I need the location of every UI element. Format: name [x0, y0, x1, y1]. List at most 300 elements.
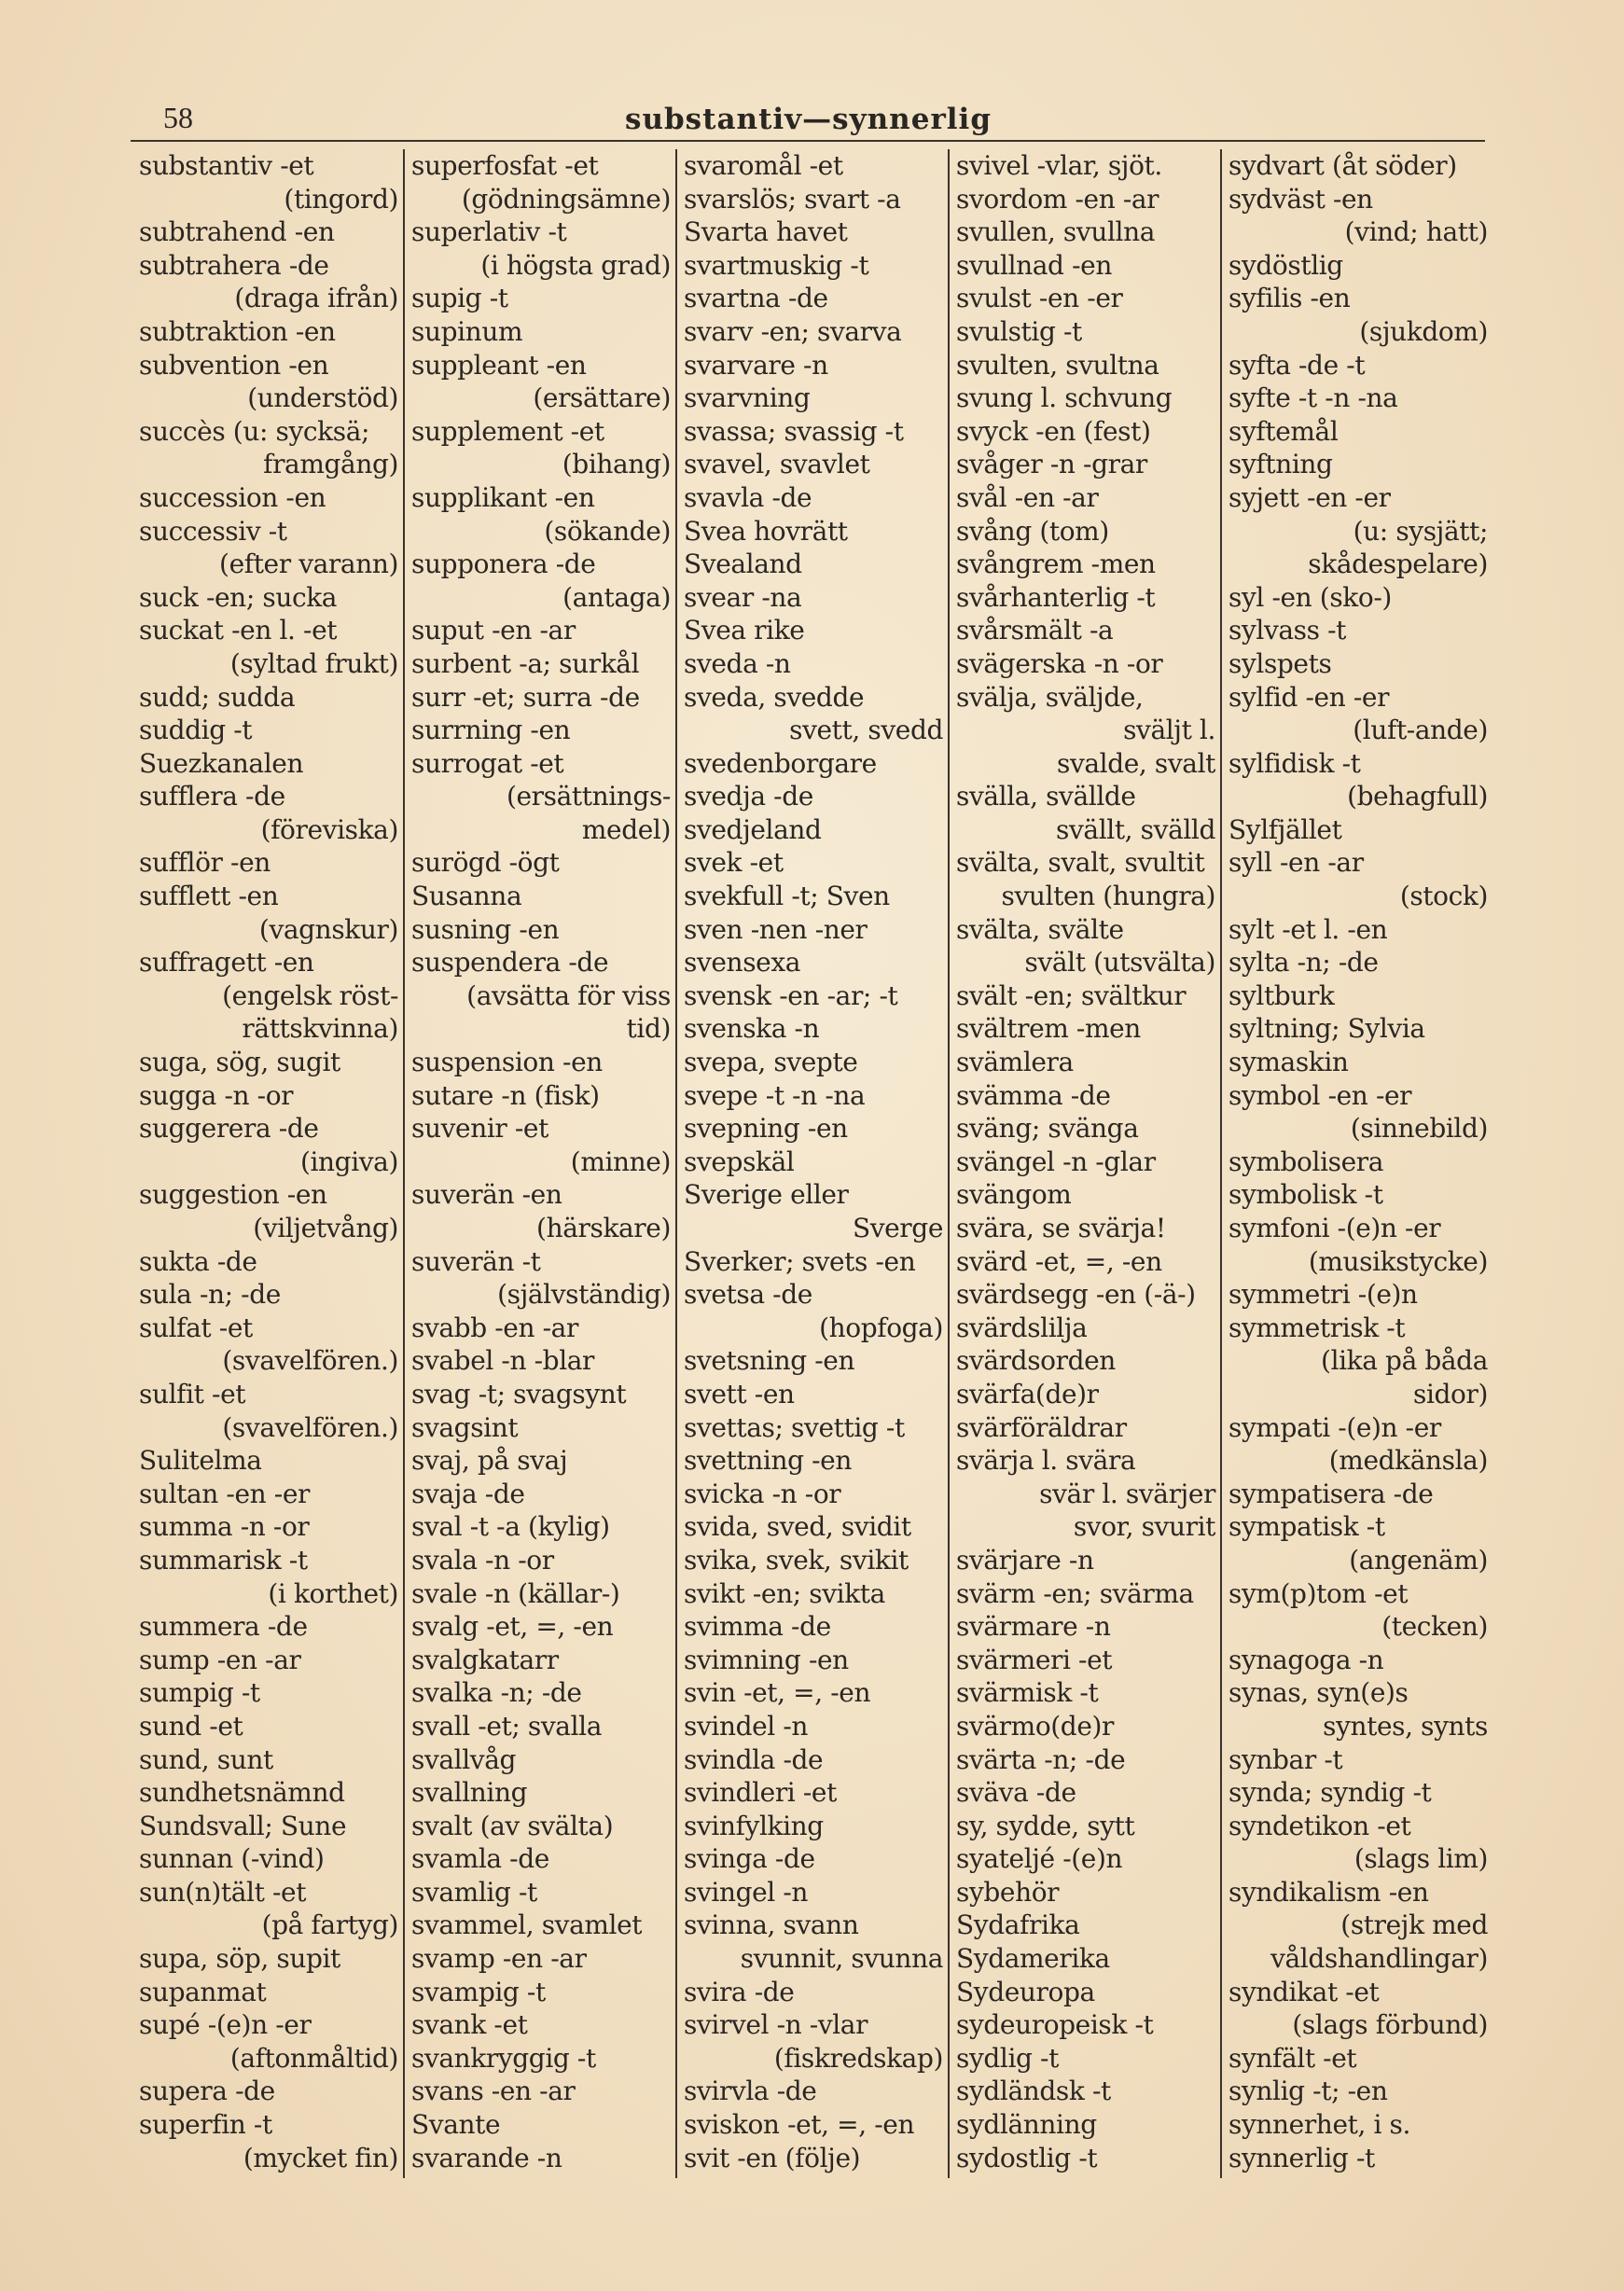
dictionary-entry-line: svämlera: [956, 1047, 1074, 1078]
dictionary-entry-line: svält (utsvälta): [1024, 947, 1215, 979]
dictionary-entry-line: svag -t; svagsynt: [411, 1378, 627, 1409]
dictionary-entry-line: suverän -t: [411, 1245, 541, 1277]
dictionary-entry-line: svavla -de: [684, 481, 812, 513]
dictionary-entry-line: (härskare): [536, 1213, 671, 1243]
dictionary-entry-line: svans -en -ar: [411, 2076, 576, 2107]
dictionary-entry-line: surbent -a; surkål: [411, 647, 640, 679]
dictionary-entry-line: svarande -n: [411, 2142, 562, 2173]
dictionary-entry-line: (slags lim): [1353, 1843, 1488, 1875]
dictionary-entry-line: svarslös; svart -a: [684, 183, 901, 215]
dictionary-entry-line: surrogat -et: [411, 747, 564, 779]
dictionary-entry-line: sundhetsnämnd: [139, 1777, 345, 1809]
dictionary-entry-line: synlig -t; -en: [1228, 2076, 1388, 2107]
dictionary-entry-line: svetsa -de: [684, 1279, 812, 1311]
dictionary-entry-line: sund, sunt: [139, 1743, 273, 1775]
dictionary-entry-line: rättskvinna): [242, 1013, 398, 1045]
column-5: [1223, 149, 1493, 2183]
dictionary-entry-line: sydväst -en: [1228, 183, 1373, 215]
dictionary-entry-line: framgång): [263, 449, 398, 480]
dictionary-entry-line: Susanna: [411, 881, 522, 912]
dictionary-entry-line: (mycket fin): [243, 2142, 398, 2173]
dictionary-entry-line: sven -nen -ner: [684, 913, 868, 945]
dictionary-entry-line: suput -en -ar: [411, 615, 576, 646]
dictionary-entry-line: svepe -t -n -na: [684, 1079, 866, 1111]
dictionary-entry-line: subtrahend -en: [139, 216, 335, 248]
dictionary-entry-line: Suezkanalen: [139, 747, 304, 779]
dictionary-entry-line: (ersättare): [533, 382, 671, 414]
dictionary-entry-line: svullnad -en: [956, 249, 1112, 281]
dictionary-entry-line: (fiskredskap): [773, 2042, 943, 2074]
dictionary-entry-line: svälja, sväljde,: [956, 681, 1144, 713]
dictionary-entry-line: Sylfjället: [1228, 813, 1342, 845]
dictionary-entry-line: sidor): [1412, 1378, 1488, 1409]
dictionary-entry-line: svämma -de: [956, 1079, 1111, 1111]
dictionary-entry-line: svärmo(de)r: [956, 1710, 1115, 1742]
dictionary-entry-line: svåger -n -grar: [956, 449, 1147, 480]
dictionary-entry-line: suspendera -de: [411, 947, 609, 979]
dictionary-entry-line: svetsning -en: [684, 1345, 855, 1377]
dictionary-entry-line: sybehör: [956, 1876, 1060, 1908]
dictionary-entry-line: sumpig -t: [139, 1677, 260, 1709]
dictionary-entry-line: (i högsta grad): [480, 249, 671, 281]
dictionary-entry-line: svinna, svann: [684, 1909, 859, 1941]
dictionary-entry-line: Sundsvall; Sune: [139, 1810, 347, 1841]
page-number: 58: [163, 101, 193, 134]
dictionary-entry-line: svägerska -n -or: [956, 647, 1163, 679]
dictionary-entry-line: svensk -en -ar; -t: [684, 979, 898, 1011]
dictionary-entry-line: svinfylking: [684, 1810, 824, 1841]
dictionary-entry-line: sunnan (-vind): [139, 1843, 325, 1875]
dictionary-entry-line: svål -en -ar: [956, 481, 1099, 513]
dictionary-entry-line: sudd; sudda: [139, 681, 296, 713]
dictionary-entry-line: suga, sög, sugit: [139, 1047, 340, 1078]
dictionary-entry-line: svett, svedd: [789, 715, 943, 746]
dictionary-entry-line: svalgkatarr: [411, 1644, 559, 1675]
dictionary-entry-line: sulfit -et: [139, 1378, 246, 1409]
dictionary-entry-line: sveda, svedde: [684, 681, 865, 713]
dictionary-entry-line: svindleri -et: [684, 1777, 837, 1809]
dictionary-entry-line: svärja l. svära: [956, 1445, 1136, 1477]
dictionary-entry-line: (strejk med: [1340, 1909, 1488, 1941]
dictionary-entry-line: svekfull -t; Sven: [684, 881, 890, 912]
dictionary-entry-line: svälla, svällde: [956, 781, 1136, 812]
dictionary-entry-line: syjett -en -er: [1228, 481, 1391, 513]
dictionary-entry-line: synnerhet, i s.: [1228, 2109, 1410, 2141]
dictionary-entry-line: svälta, svalt, svultit: [956, 847, 1205, 879]
dictionary-entry-line: svång (tom): [956, 515, 1109, 547]
dictionary-entry-line: svall -et; svalla: [411, 1710, 602, 1742]
dictionary-entry-line: Sydamerika: [956, 1943, 1110, 1975]
dictionary-entry-line: svida, sved, svidit: [684, 1511, 911, 1543]
dictionary-entry-line: svartmuskig -t: [684, 249, 869, 281]
dictionary-entry-line: (efter varann): [219, 548, 398, 580]
dictionary-entry-line: svedenborgare: [684, 747, 877, 779]
dictionary-entry-line: sympati -(e)n -er: [1228, 1411, 1441, 1443]
dictionary-entry-line: svärföräldrar: [956, 1411, 1127, 1443]
dictionary-entry-line: svalka -n; -de: [411, 1677, 582, 1709]
dictionary-entry-line: svank -et: [411, 2009, 528, 2041]
dictionary-entry-line: (engelsk röst-: [222, 979, 398, 1011]
dictionary-entry-line: synagoga -n: [1228, 1644, 1384, 1675]
dictionary-entry-line: svimning -en: [684, 1644, 849, 1675]
dictionary-entry-line: sufflera -de: [139, 781, 285, 812]
dictionary-entry-line: Svea rike: [684, 615, 805, 646]
dictionary-entry-line: syltburk: [1228, 979, 1335, 1011]
dictionary-entry-line: Sverker; svets -en: [684, 1245, 916, 1277]
page-header: [140, 101, 1483, 138]
dictionary-entry-line: suspension -en: [411, 1047, 603, 1078]
dictionary-entry-line: svångrem -men: [956, 548, 1156, 580]
dictionary-entry-line: svettning -en: [684, 1445, 852, 1477]
dictionary-entry-line: svika, svek, svikit: [684, 1544, 909, 1576]
column-1: [133, 149, 404, 2183]
dictionary-entry-line: svepskäl: [684, 1146, 795, 1177]
dictionary-entry-line: svängom: [956, 1179, 1072, 1211]
dictionary-entry-line: sydvart (åt söder): [1228, 150, 1457, 181]
dictionary-entry-line: surrning -en: [411, 715, 571, 746]
dictionary-entry-line: sviskon -et, =, -en: [684, 2109, 915, 2141]
dictionary-entry-line: syl -en (sko-): [1228, 581, 1392, 613]
dictionary-entry-line: subvention -en: [139, 349, 329, 381]
dictionary-entry-line: svettas; svettig -t: [684, 1411, 905, 1443]
dictionary-entry-line: svett -en: [684, 1378, 795, 1409]
dictionary-entry-line: sylta -n; -de: [1228, 947, 1379, 979]
dictionary-entry-line: svällt, svälld: [1056, 813, 1215, 845]
dictionary-entry-line: synfält -et: [1228, 2042, 1357, 2074]
dictionary-entry-line: supig -t: [411, 283, 508, 314]
dictionary-entry-line: syndetikon -et: [1228, 1810, 1411, 1841]
dictionary-entry-line: (minne): [570, 1146, 671, 1177]
dictionary-entry-line: svirvla -de: [684, 2076, 817, 2107]
dictionary-entry-line: (u: sysjätt;: [1353, 515, 1488, 547]
dictionary-entry-line: svält -en; svältkur: [956, 979, 1187, 1011]
dictionary-entry-line: (understöd): [247, 382, 398, 414]
dictionary-entry-line: svalde, svalt: [1056, 747, 1215, 779]
dictionary-entry-line: syndikat -et: [1228, 1976, 1380, 2007]
dictionary-entry-line: svallvåg: [411, 1743, 517, 1775]
dictionary-entry-line: (tingord): [284, 183, 398, 215]
dictionary-entry-line: (medkänsla): [1328, 1445, 1488, 1477]
dictionary-entry-line: svira -de: [684, 1976, 795, 2007]
dictionary-entry-line: Svea hovrätt: [684, 515, 848, 547]
dictionary-entry-line: symbol -en -er: [1228, 1079, 1412, 1111]
dictionary-entry-line: sultan -en -er: [139, 1478, 311, 1509]
dictionary-entry-line: (syltad frukt): [229, 647, 398, 679]
dictionary-entry-line: svärm -en; svärma: [956, 1577, 1194, 1609]
dictionary-entry-line: tid): [626, 1013, 671, 1045]
dictionary-entry-line: syndikalism -en: [1228, 1876, 1429, 1908]
dictionary-entry-line: successiv -t: [139, 515, 287, 547]
dictionary-entry-line: svårhanterlig -t: [956, 581, 1156, 613]
dictionary-entry-line: svin -et, =, -en: [684, 1677, 871, 1709]
dictionary-entry-line: svingel -n: [684, 1876, 809, 1908]
dictionary-entry-line: suckat -en l. -et: [139, 615, 338, 646]
dictionary-entry-line: svimma -de: [684, 1611, 831, 1643]
dictionary-entry-line: sylvass -t: [1228, 615, 1347, 646]
dictionary-entry-line: surögd -ögt: [411, 847, 560, 879]
dictionary-entry-line: syftning: [1228, 449, 1333, 480]
dictionary-entry-line: (lika på båda: [1321, 1345, 1488, 1377]
dictionary-entry-line: sydeuropeisk -t: [956, 2009, 1154, 2041]
dictionary-entry-line: svagsint: [411, 1411, 519, 1443]
dictionary-entry-line: svärdslilja: [956, 1312, 1088, 1343]
dictionary-entry-line: (självständig): [497, 1279, 671, 1311]
dictionary-entry-line: svavel, svavlet: [684, 449, 870, 480]
dictionary-entry-line: svepa, svepte: [684, 1047, 858, 1078]
dictionary-entry-line: sump -en -ar: [139, 1644, 301, 1675]
dictionary-entry-line: svarvare -n: [684, 349, 828, 381]
dictionary-entry-line: svassa; svassig -t: [684, 415, 904, 447]
dictionary-entry-line: sulfat -et: [139, 1312, 253, 1343]
dictionary-entry-line: (på fartyg): [261, 1909, 398, 1941]
dictionary-entry-line: svaj, på svaj: [411, 1445, 568, 1477]
dictionary-entry-line: svärmare -n: [956, 1611, 1111, 1643]
dictionary-entry-line: sväljt l.: [1123, 715, 1215, 746]
column-2: [406, 149, 676, 2183]
dictionary-entry-line: svensexa: [684, 947, 801, 979]
dictionary-entry-line: (stock): [1399, 881, 1488, 912]
dictionary-entry-line: Svante: [411, 2109, 501, 2141]
dictionary-entry-line: succès (u: sycksä;: [139, 415, 370, 447]
dictionary-entry-line: suverän -en: [411, 1179, 562, 1211]
dictionary-entry-line: våldshandlingar): [1270, 1943, 1488, 1975]
dictionary-entry-line: sy, sydde, sytt: [956, 1810, 1135, 1841]
dictionary-entry-line: (hopfoga): [819, 1312, 943, 1343]
dictionary-entry-line: svamlig -t: [411, 1876, 537, 1908]
dictionary-entry-line: Sydafrika: [956, 1909, 1080, 1941]
dictionary-entry-line: (sinnebild): [1350, 1113, 1488, 1145]
dictionary-entry-line: svedja -de: [684, 781, 813, 812]
dictionary-entry-line: suppleant -en: [411, 349, 587, 381]
dictionary-entry-line: symaskin: [1228, 1047, 1349, 1078]
dictionary-entry-line: svallning: [411, 1777, 528, 1809]
dictionary-entry-line: syltning; Sylvia: [1228, 1013, 1425, 1045]
dictionary-entry-line: svepning -en: [684, 1113, 848, 1145]
dictionary-entry-line: sylspets: [1228, 647, 1332, 679]
dictionary-entry-line: svivel -vlar, sjöt.: [956, 150, 1162, 181]
dictionary-entry-line: (musikstycke): [1308, 1245, 1488, 1277]
dictionary-entry-line: summarisk -t: [139, 1544, 308, 1576]
dictionary-entry-line: svära, se svärja!: [956, 1213, 1166, 1243]
dictionary-entry-line: Sverige eller: [684, 1179, 849, 1211]
dictionary-entry-line: supplement -et: [411, 415, 604, 447]
dictionary-entry-line: (aftonmåltid): [229, 2042, 398, 2074]
dictionary-entry-line: svårsmält -a: [956, 615, 1114, 646]
dictionary-entry-line: (svavelfören.): [222, 1345, 398, 1377]
dictionary-entry-line: suvenir -et: [411, 1113, 548, 1145]
dictionary-entry-line: Svarta havet: [684, 216, 848, 248]
dictionary-entry-line: syntes, synts: [1323, 1710, 1488, 1742]
dictionary-entry-line: svalt (av svälta): [411, 1810, 614, 1841]
dictionary-entry-line: suddig -t: [139, 715, 253, 746]
dictionary-entry-line: symbolisk -t: [1228, 1179, 1383, 1211]
dictionary-entry-line: susning -en: [411, 913, 560, 945]
dictionary-entry-line: syateljé -(e)n: [956, 1843, 1123, 1875]
dictionary-entry-line: svirvel -n -vlar: [684, 2009, 868, 2041]
dictionary-entry-line: sula -n; -de: [139, 1279, 281, 1311]
dictionary-entry-line: (slags förbund): [1292, 2009, 1488, 2041]
dictionary-entry-line: superfosfat -et: [411, 150, 599, 181]
header-rule: [131, 140, 1485, 142]
dictionary-entry-line: Sverge: [852, 1213, 943, 1243]
dictionary-columns: [133, 149, 1488, 2183]
dictionary-entry-line: svunnit, svunna: [740, 1943, 943, 1975]
dictionary-entry-line: synas, syn(e)s: [1228, 1677, 1409, 1709]
dictionary-entry-line: suggestion -en: [139, 1179, 327, 1211]
dictionary-entry-line: suggerera -de: [139, 1113, 319, 1145]
dictionary-entry-line: svindla -de: [684, 1743, 824, 1775]
dictionary-entry-line: sydostlig -t: [956, 2142, 1098, 2173]
dictionary-entry-line: supplikant -en: [411, 481, 595, 513]
dictionary-entry-line: sveda -n: [684, 647, 791, 679]
column-3: [678, 149, 949, 2183]
dictionary-entry-line: sväng; svänga: [956, 1113, 1139, 1145]
dictionary-entry-line: svung l. schvung: [956, 382, 1173, 414]
dictionary-entry-line: sval -t -a (kylig): [411, 1511, 610, 1543]
dictionary-entry-line: svarvning: [684, 382, 811, 414]
dictionary-entry-line: Sydeuropa: [956, 1976, 1095, 2007]
dictionary-entry-line: svear -na: [684, 581, 802, 613]
dictionary-entry-line: (föreviska): [260, 813, 398, 845]
dictionary-entry-line: sylfidisk -t: [1228, 747, 1361, 779]
dictionary-entry-line: sydlänning: [956, 2109, 1097, 2141]
dictionary-entry-line: (sjukdom): [1359, 315, 1488, 347]
dictionary-entry-line: supinum: [411, 315, 523, 347]
dictionary-entry-line: svärjare -n: [956, 1544, 1094, 1576]
dictionary-entry-line: sufflör -en: [139, 847, 271, 879]
column-divider: [675, 149, 677, 2178]
dictionary-entry-line: surr -et; surra -de: [411, 681, 640, 713]
dictionary-entry-line: sympatisera -de: [1228, 1478, 1434, 1509]
dictionary-entry-line: svicka -n -or: [684, 1478, 841, 1509]
dictionary-entry-line: svärmeri -et: [956, 1644, 1113, 1675]
dictionary-entry-line: succession -en: [139, 481, 326, 513]
dictionary-entry-line: svaromål -et: [684, 150, 843, 181]
column-4: [951, 149, 1221, 2183]
dictionary-entry-line: sutare -n (fisk): [411, 1079, 600, 1111]
dictionary-entry-line: svor, svurit: [1073, 1511, 1215, 1543]
dictionary-entry-line: svärdsegg -en (-ä-): [956, 1279, 1196, 1311]
dictionary-entry-line: summa -n -or: [139, 1511, 310, 1543]
dictionary-entry-line: synda; syndig -t: [1228, 1777, 1432, 1809]
column-divider: [403, 149, 405, 2178]
dictionary-entry-line: svabel -n -blar: [411, 1345, 595, 1377]
dictionary-entry-line: medel): [581, 813, 671, 845]
dictionary-entry-line: sukta -de: [139, 1245, 257, 1277]
dictionary-entry-line: svärdsorden: [956, 1345, 1116, 1377]
dictionary-entry-line: sylfid -en -er: [1228, 681, 1390, 713]
dictionary-entry-line: symbolisera: [1228, 1146, 1384, 1177]
dictionary-entry-line: sun(n)tält -et: [139, 1876, 307, 1908]
dictionary-entry-line: (vagnskur): [258, 913, 398, 945]
dictionary-entry-line: svenska -n: [684, 1013, 820, 1045]
dictionary-entry-line: svälta, svälte: [956, 913, 1124, 945]
dictionary-entry-line: (ingiva): [299, 1146, 398, 1177]
running-head: substantiv—synnerlig: [625, 103, 992, 136]
dictionary-entry-line: svältrem -men: [956, 1013, 1141, 1045]
dictionary-entry-line: (angenäm): [1349, 1544, 1488, 1576]
dictionary-entry-line: svindel -n: [684, 1710, 809, 1742]
dictionary-entry-line: svärd -et, =, -en: [956, 1245, 1162, 1277]
dictionary-entry-line: svikt -en; svikta: [684, 1577, 885, 1609]
dictionary-entry-line: svamp -en -ar: [411, 1943, 587, 1975]
dictionary-entry-line: (avsätta för viss: [466, 979, 671, 1011]
dictionary-entry-line: svartna -de: [684, 283, 828, 314]
dictionary-entry-line: svalg -et, =, -en: [411, 1611, 614, 1643]
dictionary-entry-line: supa, söp, supit: [139, 1943, 340, 1975]
dictionary-entry-line: syfilis -en: [1228, 283, 1351, 314]
dictionary-entry-line: svala -n -or: [411, 1544, 554, 1576]
dictionary-entry-line: (ersättnings-: [506, 781, 671, 812]
dictionary-entry-line: svabb -en -ar: [411, 1312, 578, 1343]
dictionary-entry-line: sylt -et l. -en: [1228, 913, 1388, 945]
dictionary-entry-line: Sulitelma: [139, 1445, 262, 1477]
dictionary-entry-line: (antaga): [562, 581, 671, 613]
dictionary-entry-line: svammel, svamlet: [411, 1909, 643, 1941]
dictionary-entry-line: svale -n (källar-): [411, 1577, 620, 1609]
dictionary-entry-line: sund -et: [139, 1710, 243, 1742]
dictionary-entry-line: (svavelfören.): [222, 1411, 398, 1443]
dictionary-entry-line: (draga ifrån): [234, 283, 398, 314]
dictionary-entry-line: sufflett -en: [139, 881, 279, 912]
dictionary-entry-line: (viljetvång): [253, 1213, 398, 1243]
dictionary-entry-line: svärta -n; -de: [956, 1743, 1126, 1775]
dictionary-entry-line: svarv -en; svarva: [684, 315, 902, 347]
dictionary-entry-line: svampig -t: [411, 1976, 546, 2007]
dictionary-entry-line: synbar -t: [1228, 1743, 1343, 1775]
dictionary-entry-line: (luft-ande): [1353, 715, 1488, 746]
dictionary-entry-line: Svealand: [684, 548, 802, 580]
dictionary-entry-line: svärfa(de)r: [956, 1378, 1099, 1409]
dictionary-entry-line: suck -en; sucka: [139, 581, 338, 613]
dictionary-entry-line: (bihang): [562, 449, 671, 480]
dictionary-entry-line: substantiv -et: [139, 150, 314, 181]
dictionary-entry-line: (behagfull): [1347, 781, 1488, 812]
dictionary-entry-line: summera -de: [139, 1611, 308, 1643]
dictionary-entry-line: (gödningsämne): [461, 183, 671, 215]
dictionary-entry-line: svulten (hungra): [1001, 881, 1215, 912]
dictionary-entry-line: (vind; hatt): [1344, 216, 1488, 248]
dictionary-entry-line: skådespelare): [1308, 548, 1488, 580]
dictionary-entry-line: svulst -en -er: [956, 283, 1123, 314]
dictionary-entry-line: syfte -t -n -na: [1228, 382, 1398, 414]
dictionary-entry-line: svängel -n -glar: [956, 1146, 1156, 1177]
dictionary-entry-line: supé -(e)n -er: [139, 2009, 312, 2041]
dictionary-entry-line: sugga -n -or: [139, 1079, 294, 1111]
dictionary-entry-line: symfoni -(e)n -er: [1228, 1213, 1441, 1243]
dictionary-entry-line: svinga -de: [684, 1843, 815, 1875]
dictionary-entry-line: svaja -de: [411, 1478, 525, 1509]
dictionary-entry-line: superlativ -t: [411, 216, 567, 248]
dictionary-entry-line: symmetri -(e)n: [1228, 1279, 1418, 1311]
dictionary-entry-line: svulstig -t: [956, 315, 1082, 347]
dictionary-entry-line: subtrahera -de: [139, 249, 329, 281]
dictionary-entry-line: sydöstlig: [1228, 249, 1343, 281]
dictionary-entry-line: svordom -en -ar: [956, 183, 1159, 215]
dictionary-entry-line: suffragett -en: [139, 947, 314, 979]
dictionary-entry-line: svit -en (följe): [684, 2142, 861, 2173]
dictionary-entry-line: sympatisk -t: [1228, 1511, 1385, 1543]
dictionary-entry-line: syll -en -ar: [1228, 847, 1364, 879]
dictionary-entry-line: (sökande): [544, 515, 671, 547]
dictionary-entry-line: synnerlig -t: [1228, 2142, 1375, 2173]
dictionary-entry-line: sväva -de: [956, 1777, 1076, 1809]
dictionary-entry-line: superfin -t: [139, 2109, 272, 2141]
dictionary-entry-line: (i korthet): [268, 1577, 398, 1609]
dictionary-entry-line: sydlig -t: [956, 2042, 1059, 2074]
dictionary-entry-line: svek -et: [684, 847, 784, 879]
dictionary-entry-line: syftemål: [1228, 415, 1339, 447]
